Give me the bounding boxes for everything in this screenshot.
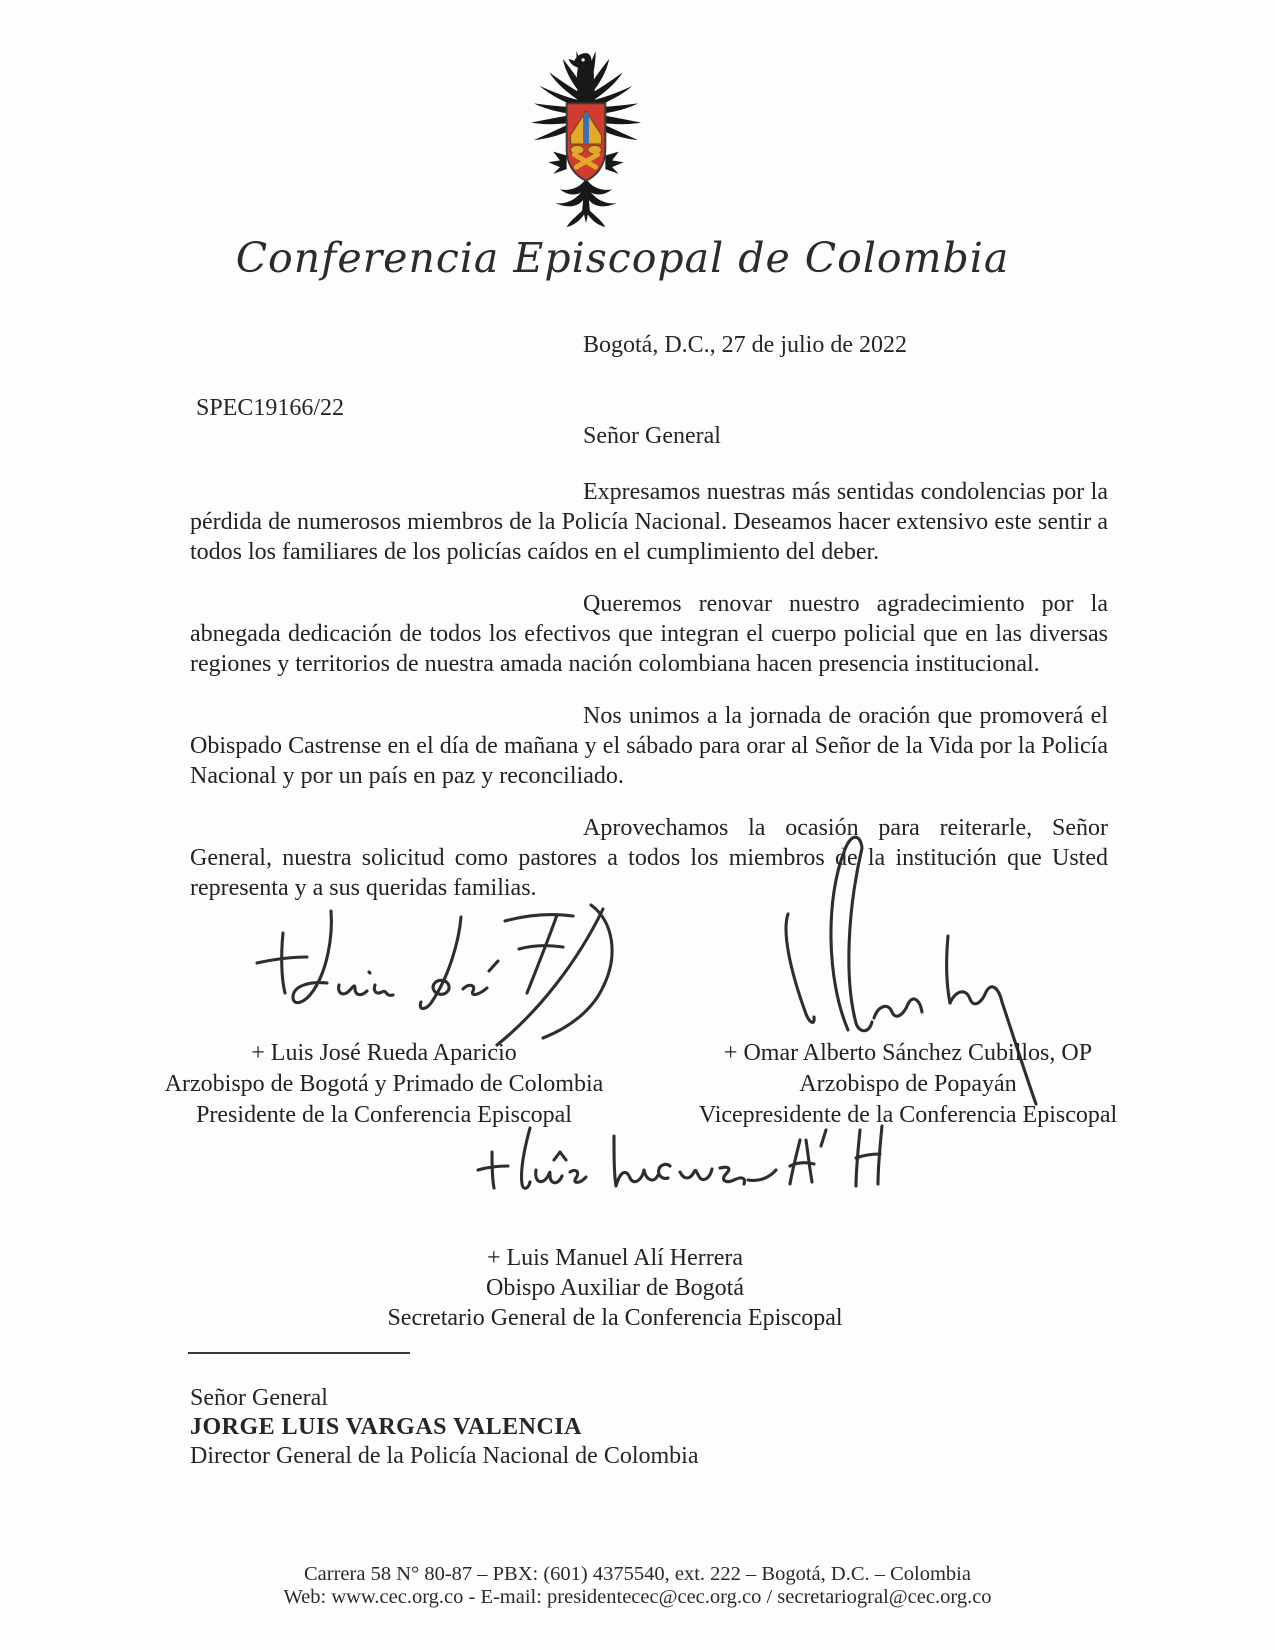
organization-name: Conferencia Episcopal de Colombia (235, 234, 1010, 282)
reference-number: SPEC19166/22 (196, 395, 345, 421)
signer-title-1: Arzobispo de Bogotá y Primado de Colombia (164, 1071, 604, 1097)
signer-name: + Luis Manuel Alí Herrera (486, 1245, 744, 1271)
signer-title-2: Presidente de la Conferencia Episcopal (196, 1102, 572, 1128)
signer-title-2: Vicepresidente de la Conferencia Episcopal (698, 1102, 1118, 1128)
footer-address-line: Carrera 58 N° 80-87 – PBX: (601) 4375540, ext. 222 – Bogotá, D.C. – Colombia (304, 1563, 971, 1585)
recipient-salutation: Señor General (190, 1385, 328, 1411)
signature-divider-line (188, 1352, 410, 1354)
recipient-block (190, 1384, 698, 1471)
episcopal-crest-icon (528, 44, 644, 240)
paragraph-gratitude: Queremos renovar nuestro agradecimiento por la abnegada dedicación de todos los efectivos que integran el cuerpo policial que en las diversas regiones y territorios de nuestra amada nación colombiana hacen presencia institucional. (190, 591, 1108, 677)
recipient-title: Director General de la Policía Nacional de Colombia (190, 1443, 699, 1469)
recipient-name: JORGE LUIS VARGAS VALENCIA (190, 1414, 583, 1440)
signer-name: + Luis José Rueda Aparicio (251, 1040, 517, 1066)
signer-name: + Omar Alberto Sánchez Cubillos, OP (723, 1040, 1093, 1066)
signer-title-2: Secretario General de la Conferencia Episcopal (387, 1305, 843, 1331)
footer-contact-line: Web: www.cec.org.co - E-mail: presidentecec@cec.org.co / secretariogral@cec.org.co (283, 1586, 992, 1608)
date-line: Bogotá, D.C., 27 de julio de 2022 (583, 332, 907, 358)
signature-block-secretary (310, 1243, 920, 1333)
salutation: Señor General (583, 423, 721, 449)
signature-secretary-handwriting (462, 1122, 922, 1207)
paragraph-closing: Aprovechamos la ocasión para reiterarle, Señor General, nuestra solicitud como pastores a todos los miembros de la institución que Usted representa y a sus queridas familias. (190, 815, 1108, 901)
letter-footer (0, 1563, 1275, 1609)
signature-block-president (158, 1038, 610, 1131)
signer-title-1: Obispo Auxiliar de Bogotá (486, 1275, 744, 1301)
letter-body (190, 477, 1108, 925)
paragraph-prayer-day: Nos unimos a la jornada de oración que promoverá el Obispado Castrense en el día de mañana y el sábado para orar al Señor de la Vida por la Policía Nacional y por un país en paz y reconciliado. (190, 703, 1108, 789)
signature-block-vicepresident (688, 1038, 1128, 1131)
signer-title-1: Arzobispo de Popayán (799, 1071, 1017, 1097)
paragraph-condolences: Expresamos nuestras más sentidas condolencias por la pérdida de numerosos miembros de la Policía Nacional. Deseamos hacer extensivo este sentir a todos los familiares de los policías caídos en el cumplimiento del deber. (190, 479, 1108, 565)
